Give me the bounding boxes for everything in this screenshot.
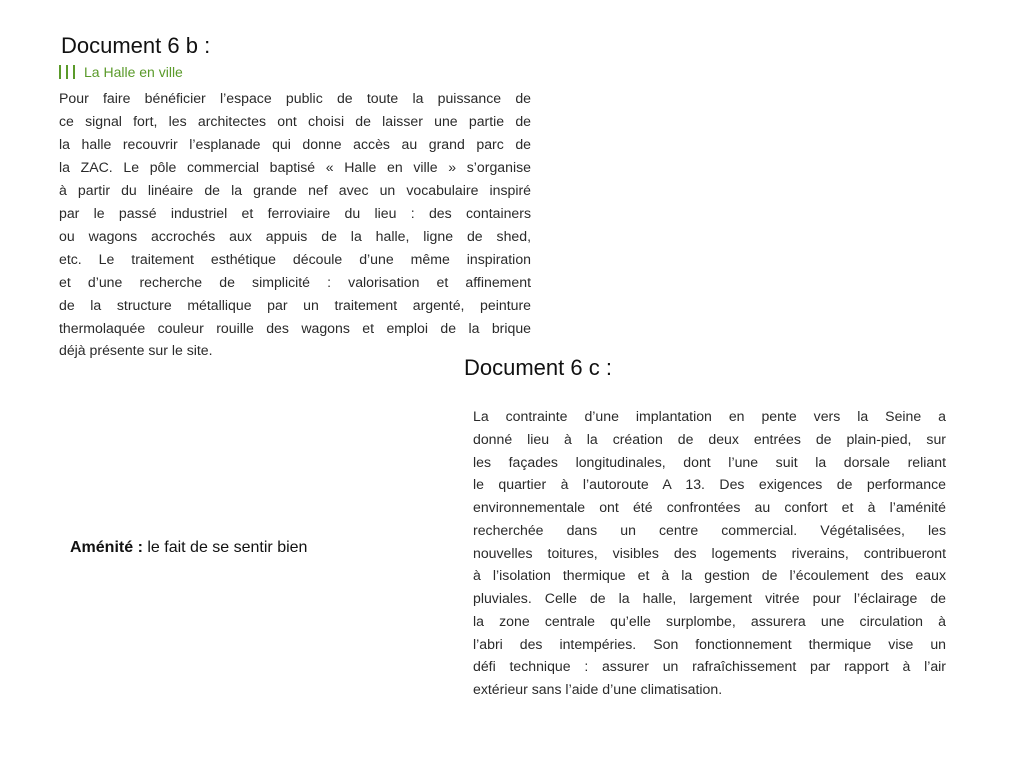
text-line: Pour faire bénéficier l’espace public de toute la puissance de — [59, 90, 531, 106]
text-line: à l’isolation thermique et à la gestion de l’écoulement des eaux — [473, 567, 946, 584]
text-line: par le passé industriel et ferroviaire du lieu : des containers — [59, 204, 531, 221]
document-6c-paragraph — [473, 405, 946, 701]
text-line: l’abri des intempéries. Son fonctionnement thermique vise un — [473, 635, 946, 652]
text-line: à partir du linéaire de la grande nef avec un vocabulaire inspiré — [59, 181, 531, 198]
text-line: de la structure métallique par un traitement argenté, peinture — [59, 296, 531, 313]
glossary-term: Aménité : — [70, 539, 143, 556]
glossary-note — [70, 538, 307, 558]
text-line: nouvelles toitures, visibles des logements riverains, contribueront — [473, 544, 946, 561]
section-marker-icon — [59, 65, 75, 79]
text-line: et d’une recherche de simplicité : valorisation et affinement — [59, 273, 531, 290]
text-line: La contrainte d’une implantation en pente vers la Seine a — [473, 408, 946, 424]
document-6b-heading: Document 6 b : — [61, 33, 211, 58]
text-line: recherchée dans un centre commercial. Végétalisées, les — [473, 521, 946, 538]
section-title — [59, 62, 183, 82]
text-line: déjà présente sur le site. — [59, 342, 213, 359]
text-line: la ZAC. Le pôle commercial baptisé « Halle en ville » s’organise — [59, 158, 531, 175]
text-line: le quartier à l’autoroute A 13. Des exigences de performance — [473, 476, 946, 493]
text-line: extérieur sans l’aide d’une climatisation. — [473, 681, 723, 697]
text-line: thermolaquée couleur rouille des wagons et emploi de la brique — [59, 319, 531, 336]
text-line: environnementale ont été confrontées au confort et à l’aménité — [473, 499, 946, 515]
text-line: ce signal fort, les architectes ont choisi de laisser une partie de — [59, 112, 531, 129]
document-6b-paragraph — [59, 87, 531, 362]
text-line: pluviales. Celle de la halle, largement vitrée pour l’éclairage de — [473, 590, 946, 606]
text-line: les façades longitudinales, dont l’une suit la dorsale reliant — [473, 453, 946, 470]
text-line: donné lieu à la création de deux entrées de plain-pied, sur — [473, 430, 946, 447]
section-title-text: La Halle en ville — [84, 64, 183, 80]
text-line: la zone centrale qu’elle surplombe, assurera une circulation à — [473, 612, 946, 629]
text-line: la halle recouvrir l’esplanade qui donne accès au grand parc de — [59, 135, 531, 152]
document-6c-heading: Document 6 c : — [464, 355, 612, 380]
text-line: défi technique : assurer un rafraîchissement par rapport à l’air — [473, 658, 946, 675]
text-line: etc. Le traitement esthétique découle d’une même inspiration — [59, 250, 531, 267]
text-line: ou wagons accrochés aux appuis de la halle, ligne de shed, — [59, 227, 531, 244]
glossary-definition: le fait de se sentir bien — [147, 539, 308, 556]
